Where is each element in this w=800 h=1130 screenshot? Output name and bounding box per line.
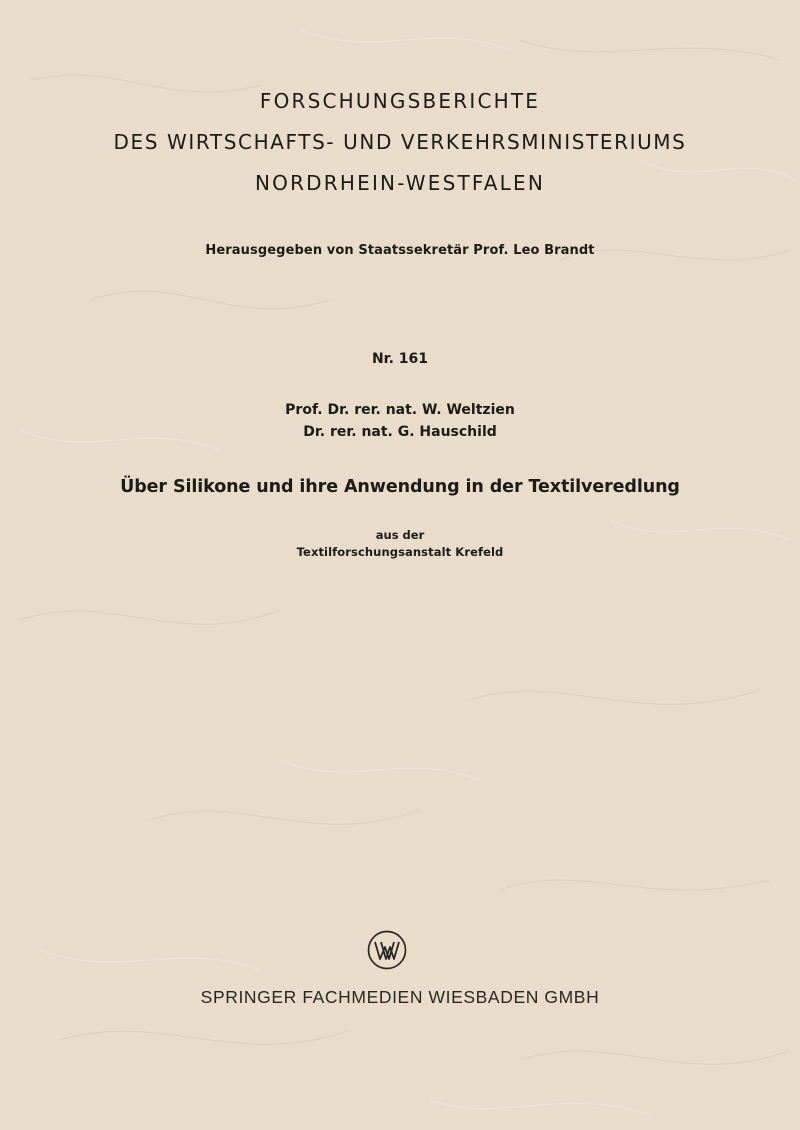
report-number: Nr. 161 [371,351,429,367]
editor-line: Herausgegeben von Staatssekretär Prof. Leo Brandt [205,243,595,258]
author-1: Prof. Dr. rer. nat. W. Weltzien [285,402,515,418]
series-title-line-3: NORDRHEIN-WESTFALEN [254,171,546,195]
publisher-name: SPRINGER FACHMEDIEN WIESBADEN GMBH [200,987,600,1007]
book-title: Über Silikone und ihre Anwendung in der Textilveredlung [120,477,680,497]
series-title-line-1: FORSCHUNGSBERICHTE [259,89,541,113]
author-2: Dr. rer. nat. G. Hauschild [303,424,497,440]
springer-w-logo-icon [366,929,408,971]
series-title-line-2: DES WIRTSCHAFTS- UND VERKEHRSMINISTERIUMS [113,130,687,154]
origin-prefix: aus der [375,528,425,542]
origin-institute: Textilforschungsanstalt Krefeld [296,545,504,559]
